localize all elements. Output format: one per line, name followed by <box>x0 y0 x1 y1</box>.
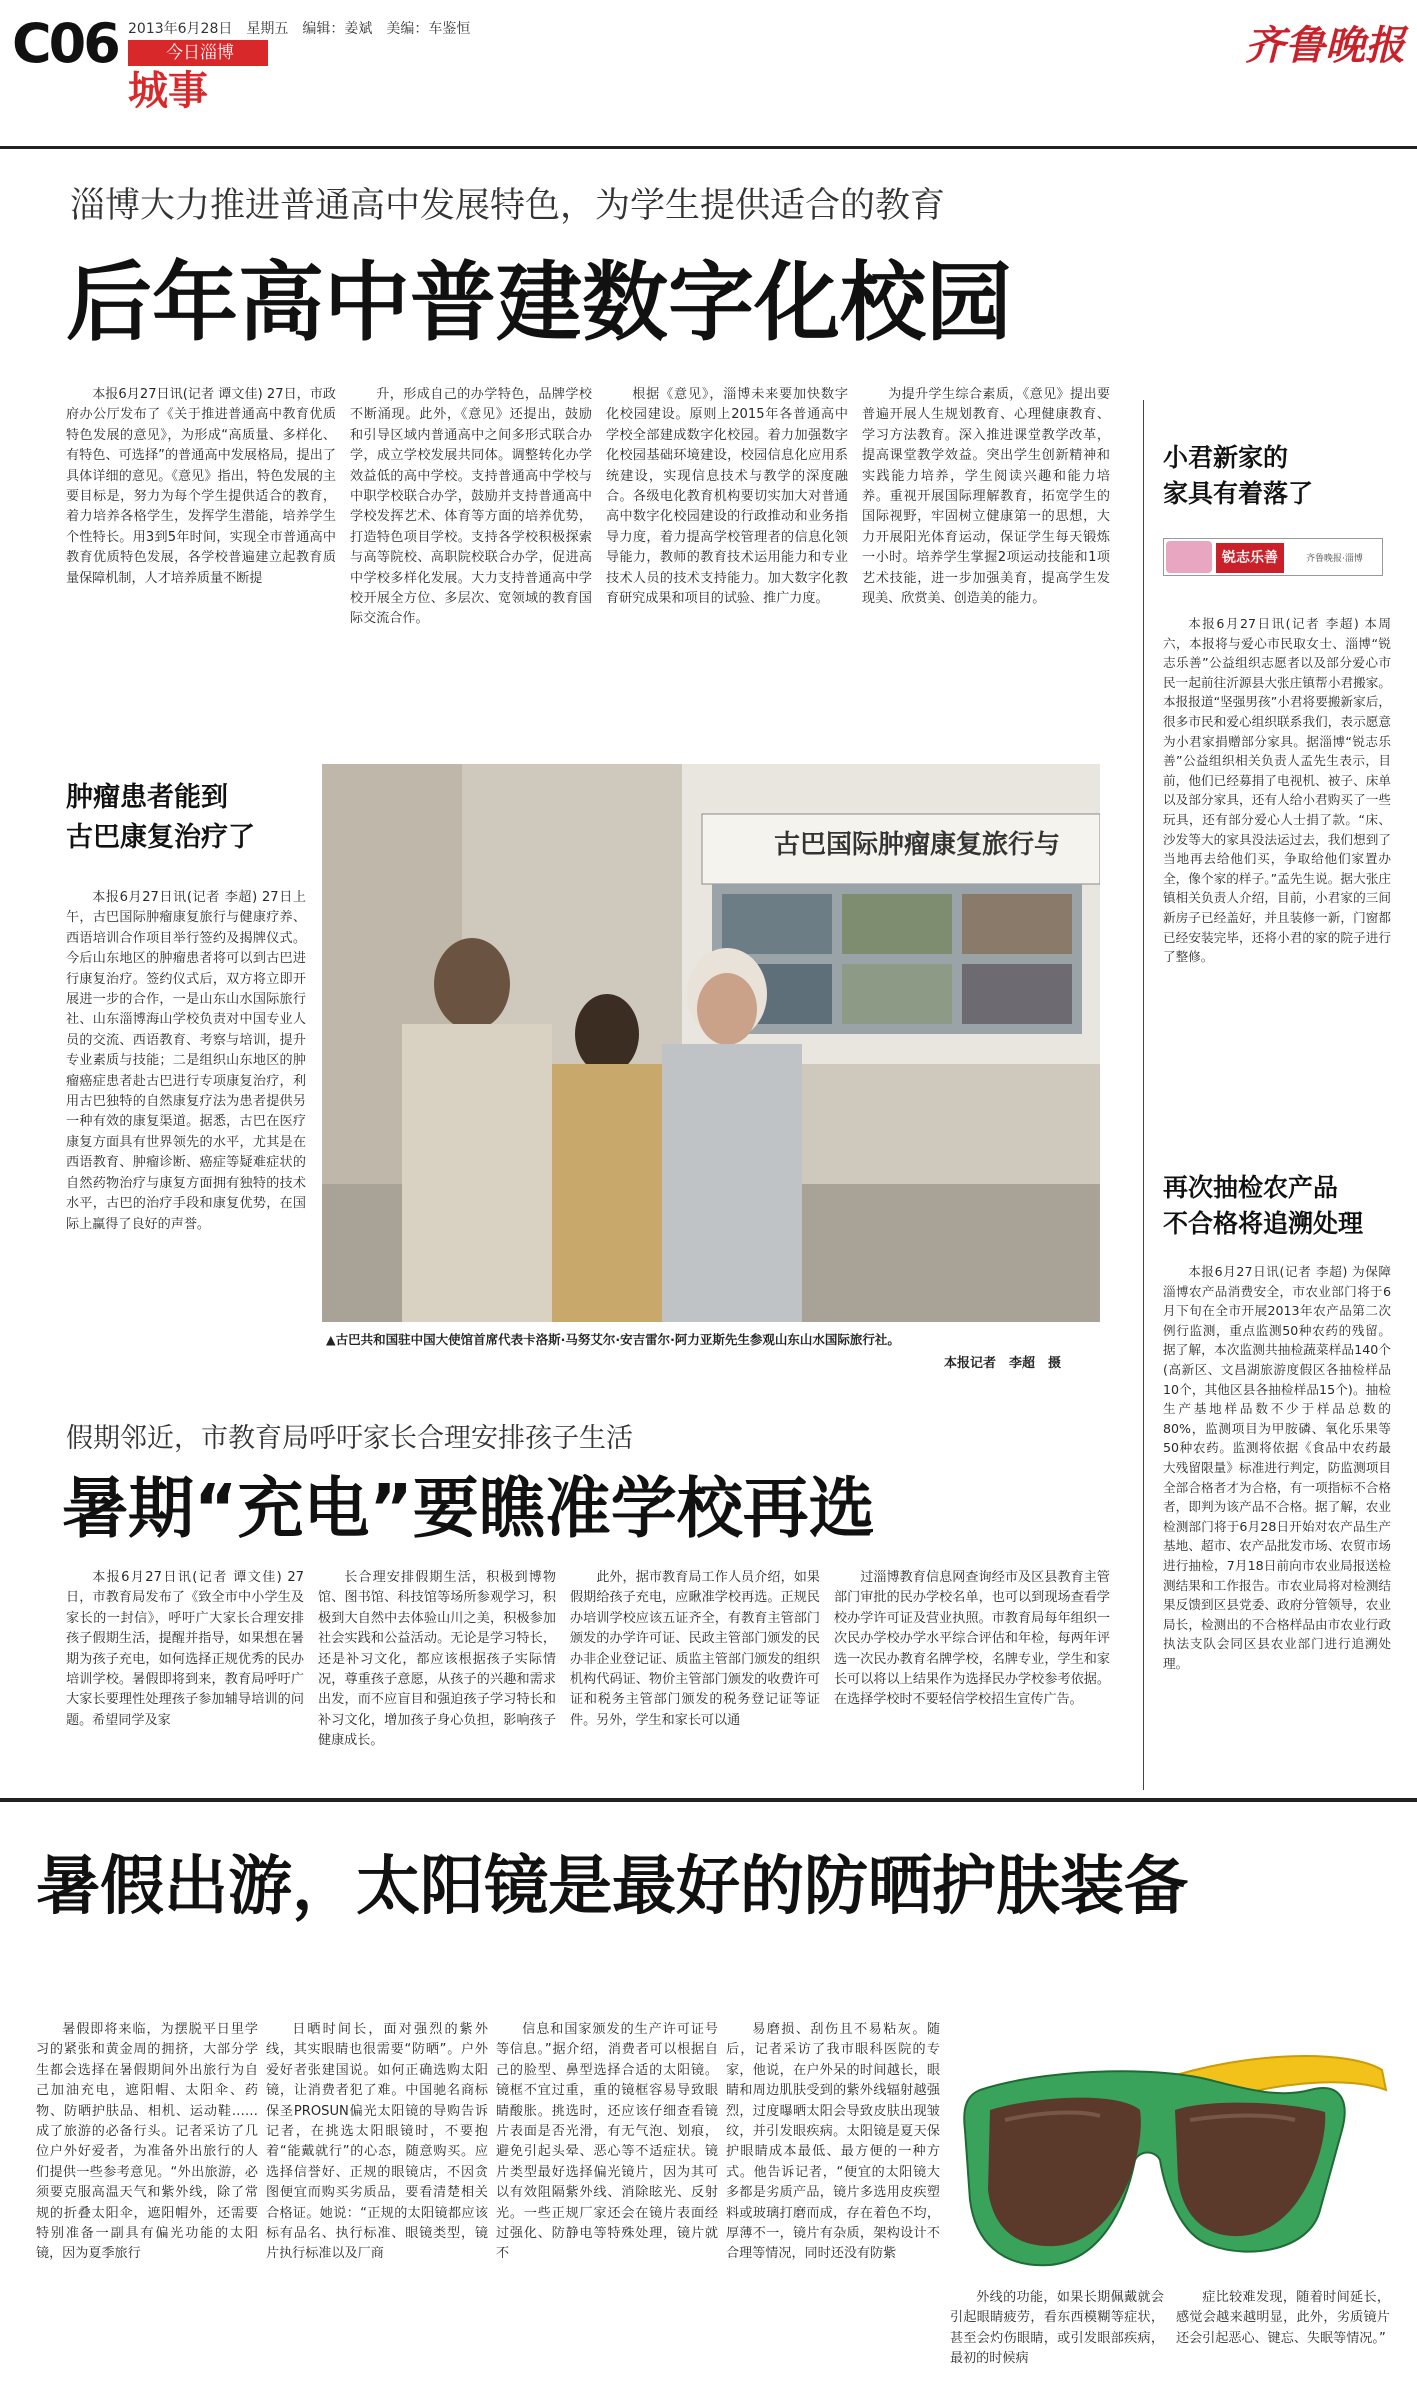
summer-headline: 暑期“充电”要瞧准学校再选 <box>62 1470 875 1547</box>
summer-col-1: 本报6月27日讯(记者 谭文佳) 27日，市教育局发布了《致全市中小学生及家长的一封信》，呼吁广大家长合理安排孩子假期生活，提醒并指导，如果想在暑期为孩子充电，如何选择正规优秀的民办培训学校。暑假即将到来，教育局呼吁广大家长要理性处理孩子参加辅导培训的问题。希望同学及家 <box>66 1570 304 1728</box>
page-number: C06 <box>12 12 118 75</box>
sunglasses-bottom-col-2: 症比较难发现，随着时间延长，感觉会越来越明显，此外，劣质镜片还会引起恶心、键忘、失眠等情况。” <box>1176 2290 1390 2346</box>
lead-col-1: 本报6月27日讯(记者 谭文佳) 27日，市政府办公厅发布了《关于推进普通高中教育优质特色发展的意见》，为形成“高质量、多样化、有特色、可选择”的普通高中发展格局，提出了具体详细的意见。《意见》指出，特色发展的主要目标是，努力为每个学生提供适合的教育，着力培养各格学生，发挥学生潜能，培养学生个性特长。用3到5年时间，实现全市普通高中教育优质特色发展，各学校普遍建立起教育质量保障机制，人才培养质量不断提 <box>66 387 336 586</box>
lead-col-4: 为提升学生综合素质，《意见》提出要普遍开展人生规划教育、心理健康教育、学习方法教育。深入推进课堂教学改革，提高课堂教学效益。突出学生创新精神和实践能力培养，学生阅读兴趣和能力培养。重视开展国际理解教育，拓宽学生的国际视野，牢固树立健康第一的思想，大力开展阳光体育运动，保证学生每天锻炼一小时。培养学生掌握2项运动技能和1项艺术技能，进一步加强美育，提高学生发现美、欣赏美、创造美的能力。 <box>862 387 1110 607</box>
summer-col-2: 长合理安排假期生活，积极到博物馆、图书馆、科技馆等场所参观学习，积极到大自然中去体验山川之美，积极参加社会实践和公益活动。无论是学习特长，还是补习文化，都应该根据孩子实际情况，尊重孩子意愿，从孩子的兴趣和需求出发，而不应盲目和强迫孩子学习特长和补习文化，增加孩子身心负担，影响孩子健康成长。 <box>318 1570 556 1749</box>
header-rule <box>0 146 1417 149</box>
section-title: 城事 <box>128 68 208 114</box>
photo-sign: 古巴国际肿瘤康复旅行与 <box>774 830 1061 860</box>
furniture-logo-sub: 齐鲁晚报·淄博 <box>1306 554 1363 564</box>
tumor-headline: 肿瘤患者能到 古巴康复治疗了 <box>66 782 255 853</box>
furniture-logo-text: 锐志乐善 <box>1216 543 1284 573</box>
bottom-section-rule <box>0 1798 1417 1802</box>
sunglasses-icon <box>950 2010 1390 2280</box>
sunglasses-bottom-col-1: 外线的功能，如果长期佩戴就会引起眼睛疲劳，看东西模糊等症状，甚至会灼伤眼睛，或引发眼部疾病，最初的时候病 <box>950 2290 1164 2367</box>
sunglasses-col-4: 易磨损、刮伤且不易粘灰。随后，记者采访了我市眼科医院的专家，他说，在户外呆的时间越长，眼睛和周边肌肤受到的紫外线辐射越强烈，过度曝晒太阳会导致皮肤出现皱纹，并引发眼疾病。太阳镜是夏天保护眼睛成本最低、最方便的一种方式。他告诉记者，“便宜的太阳镜大多都是劣质产品，镜片多选用皮疾塑料或玻璃打磨而成，存在着色不均，厚薄不一，镜片有杂质，架构设计不合理等情况，同时还没有防紫 <box>726 2022 940 2262</box>
furniture-logo-banner <box>1163 538 1383 576</box>
sunglasses-col-3: 信息和国家颁发的生产许可证号等信息。”据介绍，消费者可以根据自己的脸型、鼻型选择合适的太阳镜。镜框不宜过重，重的镜框容易导致眼睛酸胀。挑选时，还应该仔细查看镜片表面是否光滑，有无气泡、划痕，避免引起头晕、恶心等不适症状。镜片类型最好选择偏光镜片，因为其可以有效阻隔紫外线、消除眩光、反射光。一些正规厂家还会在镜片表面经过强化、防静电等特殊处理，镜片就不 <box>496 2022 718 2262</box>
sunglasses-col-1: 暑假即将来临，为摆脱平日里学习的紧张和黄金周的拥挤，大部分学生都会选择在暑假期间外出旅行为自己加油充电，遮阳帽、太阳伞、药物、防晒护肤品、相机、运动鞋……成了旅游的必备行头。记者采访了几位户外好爱者，为准备外出旅行的人们提供一些参考意见。“外出旅游，必须要克服高温天气和紫外线，除了常规的折叠太阳伞，遮阳帽外，还需要特别准备一副具有偏光功能的太阳镜，因为夏季旅行 <box>36 2022 258 2262</box>
sunglasses-image <box>950 2010 1390 2280</box>
tumor-body: 本报6月27日讯(记者 李超) 27日上午，古巴国际肿瘤康复旅行与健康疗养、西语培训合作项目举行签约及揭牌仪式。今后山东地区的肿瘤患者将可以到古巴进行康复治疗。签约仪式后，双方将立即开展进一步的合作，一是山东山水国际旅行社、山东淄博海山学校负责对中国专业人员的交流、西语教育、考察与培训，提升专业素质与技能；二是组织山东地区的肿瘤癌症患者赴古巴进行专项康复治疗，利用古巴独特的自然康复疗法为患者提供另一种有效的康复渠道。据悉，古巴在医疗康复方面具有世界领先的水平，尤其是在西语教育、肿瘤诊断、癌症等疑难症状的自然药物治疗与康复方面拥有独特的技术水平，古巴的治疗手段和康复优势，在国际上赢得了良好的声誉。 <box>66 890 306 1232</box>
section-tag: 今日淄博 <box>128 40 268 66</box>
paper-logo: 齐鲁晚报 <box>1245 22 1405 69</box>
farm-headline: 再次抽检农产品 不合格将追溯处理 <box>1163 1173 1364 1238</box>
summer-col-4: 过淄博教育信息网查询经市及区县教育主管部门审批的民办学校名单，也可以到现场查看学校办学许可证及营业执照。市教育局每年组织一次民办学校办学水平综合评估和年检，每两年评选一次民办教育名牌学校，名牌专业，学生和家长可以将以上结果作为选择民办学校参考依据。在选择学校时不要轻信学校招生宣传广告。 <box>834 1570 1110 1708</box>
lead-col-2: 升，形成自己的办学特色，品牌学校不断涌现。此外，《意见》还提出，鼓励和引导区域内普通高中之间多形式联合办学，成立学校发展共同体。调整转化办学效益低的高中学校。支持普通高中学校与中职学校联合办学，鼓励并支持普通高中学校发挥艺术、体育等方面的培养优势，打造特色项目学校。支持各学校积极探索与高等院校、高职院校联合办学，促进高中学校多样化发展。大力支持普通高中学校开展全方位、多层次、宽领域的教育国际交流合作。 <box>350 387 592 627</box>
header-meta: 2013年6月28日 星期五 编辑：姜斌 美编：车鉴恒 <box>128 21 471 37</box>
sunglasses-headline: 暑假出游，太阳镜是最好的防晒护肤装备 <box>36 1850 1188 1924</box>
furniture-logo-mark <box>1166 541 1212 573</box>
summer-kicker: 假期邻近，市教育局呼吁家长合理安排孩子生活 <box>66 1423 633 1454</box>
lead-col-3: 根据《意见》，淄博未来要加快数字化校园建设。原则上2015年各普通高中学校全部建成数字化校园。着力加强数字化校园基础环境建设，校园信息化应用系统建设，实现信息技术与教学的深度融合。各级电化教育机构要切实加大对普通高中数字化校园建设的行政推动和业务指导力度，着力提高学校管理者的信息化领导能力，教师的教育技术运用能力和专业技术人员的技术支持能力。加大数字化教育研究成果和项目的试验、推广力度。 <box>606 387 848 607</box>
farm-body: 本报6月27日讯(记者 李超) 为保障淄博农产品消费安全，市农业部门将于6月下旬在全市开展2013年农产品第二次例行监测，重点监测50种农药的残留。据了解，本次监测共抽检蔬菜样品140个(高新区、文昌湖旅游度假区各抽检样品10个，其他区县各抽检样品15个)。抽检生产基地样品数不少于样品总数的80%，监测项目为甲胺磷、氧化乐果等50种农药。监测将依据《食品中农药最大残留限量》标准进行判定，防监测项目全部合格者才为合格，有一项指标不合格者，即判为该产品不合格。据了解，农业检测部门将于6月28日开始对农产品生产基地、超市、农产品批发市场、农贸市场进行抽检，7月18日前向市农业局报送检测结果和工作报告。市农业局将对检测结果反馈到区县党委、政府分管领导，农业局长，检测出的不合格样品由市农业行政执法支队会同区县农业部门进行追溯处理。 <box>1163 1264 1391 1671</box>
furniture-headline: 小君新家的 家具有着落了 <box>1163 443 1314 508</box>
news-photo <box>322 764 1100 1322</box>
sunglasses-col-2: 日晒时间长，面对强烈的紫外线，其实眼睛也很需要“防晒”。户外爱好者张建国说。如何正确选购太阳镜，让消费者犯了难。中国驰名商标保圣PROSUN偏光太阳镜的导购告诉记者，在挑选太阳眼镜时，不要抱着“能戴就行”的心态，随意购买。应选择信誉好、正规的眼镜店，不因贪图便宜而购买劣质品，要看清楚相关合格证。她说：“正规的太阳镜都应该标有品名、执行标准、眼镜类型，镜片执行标准以及厂商 <box>266 2022 488 2262</box>
lead-headline: 后年高中普建数字化校园 <box>66 253 1012 353</box>
photo-caption: ▲古巴共和国驻中国大使馆首席代表卡洛斯·马努艾尔·安吉雷尔·阿力亚斯先生参观山东山水国际旅行社。 <box>326 1332 900 1347</box>
photo-credit: 本报记者 李超 摄 <box>944 1356 1062 1371</box>
sidebar-divider <box>1143 400 1144 1790</box>
summer-col-3: 此外，据市教育局工作人员介绍，如果假期给孩子充电，应瞅准学校再选。正规民办培训学校应该五证齐全，有教育主管部门颁发的办学许可证、民政主管部门颁发的民办非企业登记证、质监主管部门颁发的组织机构代码证、物价主管部门颁发的收费许可证和税务主管部门颁发的税务登记证等证件。另外，学生和家长可以通 <box>570 1570 820 1728</box>
furniture-body: 本报6月27日讯(记者 李超) 本周六，本报将与爱心市民取女士、淄博“锐志乐善”公益组织志愿者以及部分爱心市民一起前往沂源县大张庄镇帮小君搬家。本报报道“坚强男孩”小君将要搬新家后，很多市民和爱心组织联系我们，表示愿意为小君家捐赠部分家具。据淄博“锐志乐善”公益组织相关负责人孟先生表示，目前，他们已经募捐了电视机、被子、床单以及部分家具，还有人给小君购买了一些玩具，还有部分爱心人士捐了款。“床、沙发等大的家具没法运过去，我们想到了当地再去给他们买，争取给他们家置办全，像个家的样子。”孟先生说。据大张庄镇相关负责人介绍，目前，小君家的三间新房子已经盖好，并且装修一新，门窗都已经安装完毕，还将小君的家的院子进行了整修。 <box>1163 616 1391 965</box>
lead-kicker: 淄博大力推进普通高中发展特色，为学生提供适合的教育 <box>70 186 946 226</box>
